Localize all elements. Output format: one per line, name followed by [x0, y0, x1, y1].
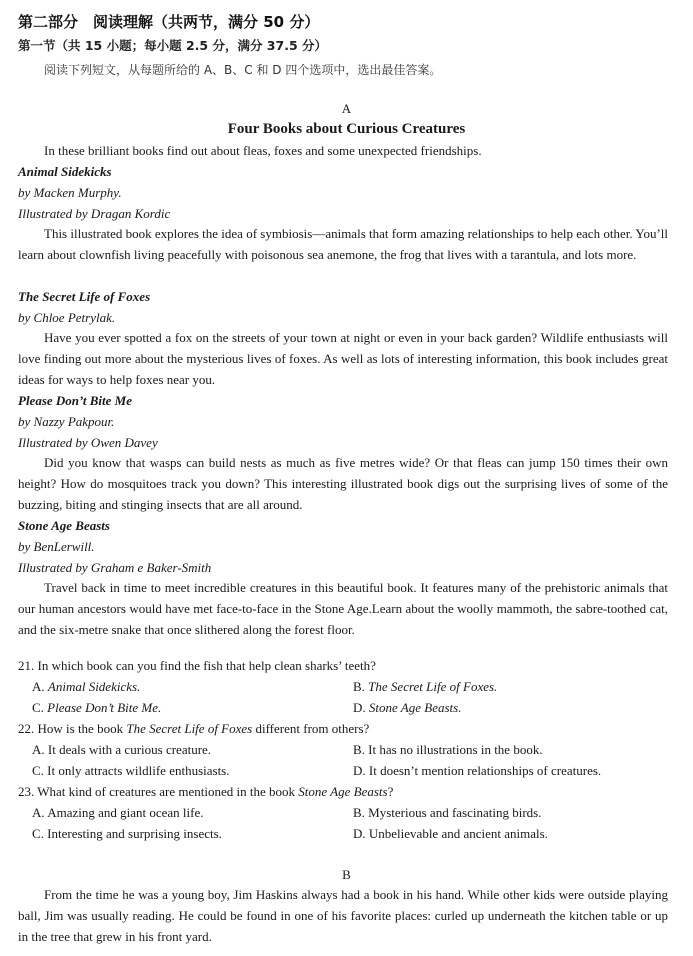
question-22	[18, 721, 369, 737]
option-letter: C.	[32, 826, 44, 841]
book-author: by Chloe Petrylak.	[18, 310, 116, 325]
option-a[interactable]	[32, 805, 204, 821]
book-illustrator: Illustrated by Owen Davey	[18, 435, 158, 450]
option-text: Amazing and giant ocean life.	[47, 805, 204, 820]
passage-b-paragraph: From the time he was a young boy, Jim Haskins always had a book in his hand. While other kids were outside playing ball, Jim was usually reading. He could be found in one of his favorite places: curled up underneath the kitchen table or up in the tree that grew in his front yard.	[18, 887, 668, 944]
option-letter: A.	[32, 742, 45, 757]
book-title: Stone Age Beasts	[18, 518, 110, 533]
option-letter: A.	[32, 679, 45, 694]
option-letter: B.	[353, 742, 365, 757]
question-stem-before: What kind of creatures are mentioned in the book	[37, 784, 299, 799]
question-number: 23.	[18, 784, 35, 799]
instructions: 阅读下列短文，从每题所给的 A、B、C 和 D 四个选项中，选出最佳答案。	[44, 63, 442, 77]
question-stem-after: ?	[387, 784, 394, 799]
book-description: Travel back in time to meet incredible creatures in this beautiful book. It features many of the prehistoric animals that our human ancestors would have met face-to-face in the Stone Age.Learn about the woolly mammoth, the sabre-toothed cat, and the six-metre snake that once slithered along the forest floor.	[18, 580, 668, 637]
option-text: The Secret Life of Foxes.	[368, 679, 498, 694]
option-text: It only attracts wildlife enthusiasts.	[47, 763, 230, 778]
book-description: Did you know that wasps can build nests as much as five metres wide? Or that fleas can jump 150 times their own height? How do mosquitoes track you down? This interesting illustrated book digs out the surprising lives of some of the buzzing, biting and stinging insects that are all around.	[18, 455, 668, 512]
book-author: by BenLerwill.	[18, 539, 95, 554]
option-c[interactable]	[32, 826, 222, 842]
option-b[interactable]	[353, 679, 497, 695]
question-number: 22.	[18, 721, 35, 736]
book-title: Please Don’t Bite Me	[18, 393, 132, 408]
option-d[interactable]	[353, 763, 601, 779]
option-c[interactable]	[32, 763, 230, 779]
option-text: It doesn’t mention relationships of creatures.	[368, 763, 602, 778]
option-letter: C.	[32, 763, 44, 778]
section-title: 第一节（共 15 小题；每小题 2.5 分，满分 37.5 分）	[18, 38, 327, 53]
option-text: Unbelievable and ancient animals.	[368, 826, 548, 841]
option-letter: D.	[353, 763, 366, 778]
option-text: It deals with a curious creature.	[47, 742, 212, 757]
question-stem-book: Stone Age Beasts	[298, 784, 388, 799]
book-description: Have you ever spotted a fox on the streets of your town at night or even in your back garden? Wildlife enthusiasts will love finding out more about the mysterious lives of foxes. As well as lots of interesting information, this book includes great ideas for ways to help foxes near you.	[18, 330, 668, 387]
option-text: Stone Age Beasts.	[368, 700, 462, 715]
option-d[interactable]	[353, 700, 461, 716]
option-d[interactable]	[353, 826, 548, 842]
option-text: Animal Sidekicks.	[47, 679, 141, 694]
book-author: by Macken Murphy.	[18, 185, 122, 200]
option-letter: B.	[353, 805, 365, 820]
option-text: Interesting and surprising insects.	[47, 826, 222, 841]
option-letter: D.	[353, 700, 366, 715]
passage-a-intro: In these brilliant books find out about fleas, foxes and some unexpected friendships.	[44, 143, 482, 158]
book-illustrator: Illustrated by Graham e Baker-Smith	[18, 560, 212, 575]
question-stem-after: different from others?	[252, 721, 370, 736]
option-c[interactable]	[32, 700, 161, 716]
question-21	[18, 658, 376, 674]
question-stem-before: How is the book	[37, 721, 127, 736]
option-a[interactable]	[32, 679, 140, 695]
option-text: Mysterious and fascinating birds.	[368, 805, 542, 820]
option-b[interactable]	[353, 742, 543, 758]
passage-a-title: Four Books about Curious Creatures	[227, 121, 466, 137]
passage-b-label: B	[342, 867, 351, 882]
question-stem-book: The Secret Life of Foxes	[126, 721, 253, 736]
option-a[interactable]	[32, 742, 211, 758]
question-stem: In which book can you find the fish that help clean sharks’ teeth?	[37, 658, 376, 673]
book-title: The Secret Life of Foxes	[18, 289, 151, 304]
option-text: It has no illustrations in the book.	[368, 742, 543, 757]
book-illustrator: Illustrated by Dragan Kordic	[18, 206, 171, 221]
option-letter: A.	[32, 805, 45, 820]
option-letter: B.	[353, 679, 365, 694]
option-letter: C.	[32, 700, 44, 715]
option-letter: D.	[353, 826, 366, 841]
part-title: 第二部分 阅读理解（共两节，满分 50 分）	[18, 13, 320, 31]
passage-a-label: A	[341, 101, 352, 116]
question-23	[18, 784, 393, 800]
book-title: Animal Sidekicks	[18, 164, 112, 179]
book-description: This illustrated book explores the idea of symbiosis—animals that form amazing relationships to help each other. You’ll learn about clownfish living peacefully with poisonous sea anemone, the frog that lives with a tarantula, and lots more.	[18, 226, 668, 262]
option-text: Please Don’t Bite Me.	[47, 700, 162, 715]
question-number: 21.	[18, 658, 35, 673]
option-b[interactable]	[353, 805, 541, 821]
book-author: by Nazzy Pakpour.	[18, 414, 115, 429]
